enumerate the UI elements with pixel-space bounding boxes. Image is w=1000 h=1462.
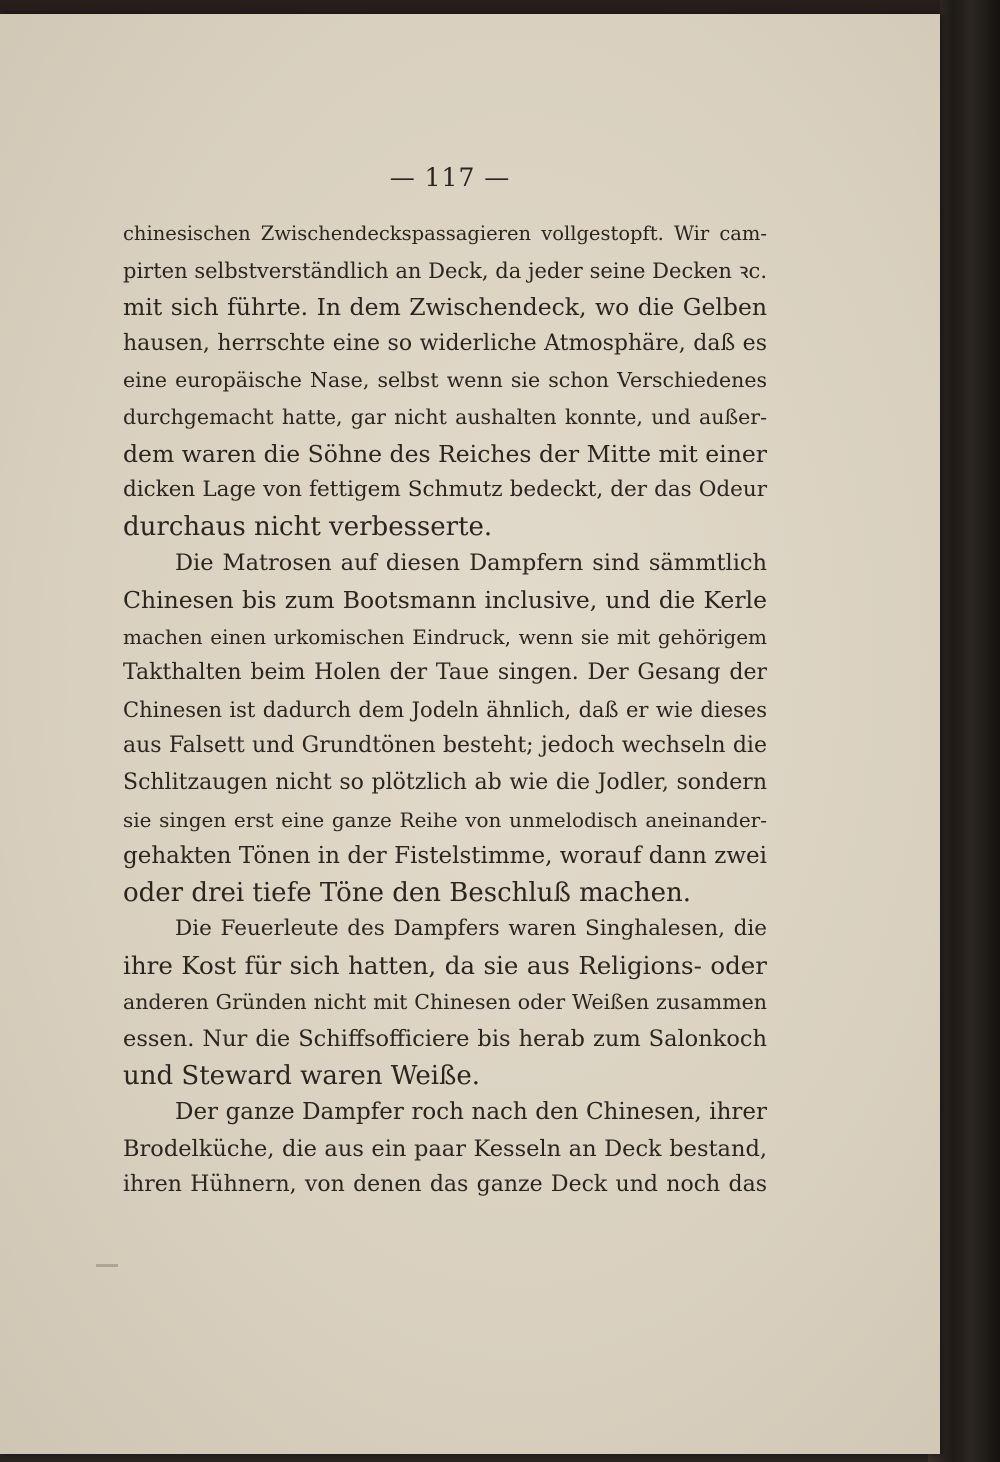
- text-line: durchaus nicht verbesserte.: [123, 511, 493, 542]
- text-line: und Steward waren Weiße.: [123, 1060, 481, 1091]
- text-line: Takthalten beim Holen der Taue singen. Der Gesang der: [123, 660, 767, 686]
- paragraph-start-line: Der ganze Dampfer roch nach den Chinesen, ihrer: [175, 1099, 767, 1126]
- text-line: pirten selbstverständlich an Deck, da jeder seine Decken ꝛc.: [123, 258, 767, 283]
- text-line: essen. Nur die Schiffsofficiere bis herab zum Salonkoch: [123, 1026, 767, 1053]
- body-text: [123, 216, 767, 1204]
- text-line: Chinesen ist dadurch dem Jodeln ähnlich, daß er wie dieses: [123, 697, 767, 722]
- paragraph-start-line: Die Feuerleute des Dampfers waren Singhalesen, die: [175, 916, 767, 942]
- text-line: Brodelküche, die aus ein paar Kesseln an Deck bestand,: [123, 1135, 767, 1162]
- text-line: eine europäische Nase, selbst wenn sie schon Verschiedenes: [123, 368, 767, 393]
- text-line: durchgemacht hatte, gar nicht aushalten konnte, und außer-: [123, 404, 767, 429]
- text-line: sie singen erst eine ganze Reihe von unmelodisch aneinander-: [123, 807, 767, 832]
- text-line: Schlitzaugen nicht so plötzlich ab wie die Jodler, sondern: [123, 769, 767, 795]
- text-line: anderen Gründen nicht mit Chinesen oder Weißen zusammen: [123, 990, 767, 1015]
- text-line: chinesischen Zwischendeckspassagieren vollgestopft. Wir cam-: [123, 222, 767, 245]
- paragraph-start-line: Die Matrosen auf diesen Dampfern sind sämmtlich: [175, 550, 767, 577]
- text-line: machen einen urkomischen Eindruck, wenn sie mit gehörigem: [123, 624, 767, 649]
- text-line: Chinesen bis zum Bootsmann inclusive, und die Kerle: [123, 585, 767, 614]
- text-line: ihre Kost für sich hatten, da sie aus Religions- oder: [123, 950, 767, 980]
- text-line: oder drei tiefe Töne den Beschluß machen.: [123, 877, 691, 908]
- text-line: hausen, herrschte eine so widerliche Atmosphäre, daß es: [123, 330, 767, 356]
- page-number: — 117 —: [389, 163, 511, 192]
- text-line: aus Falsett und Grundtönen besteht; jedoch wechseln die: [123, 733, 767, 759]
- text-line: ihren Hühnern, von denen das ganze Deck und noch das: [123, 1172, 767, 1198]
- text-line: dicken Lage von fettigem Schmutz bedeckt, der das Odeur: [123, 477, 767, 503]
- text-line: mit sich führte. In dem Zwischendeck, wo die Gelben: [123, 293, 767, 322]
- text-line: gehakten Tönen in der Fistelstimme, worauf dann zwei: [123, 843, 767, 870]
- text-line: dem waren die Söhne des Reiches der Mitte mit einer: [123, 439, 767, 468]
- top-edge: [0, 0, 940, 14]
- ink-smudge: [96, 1264, 118, 1267]
